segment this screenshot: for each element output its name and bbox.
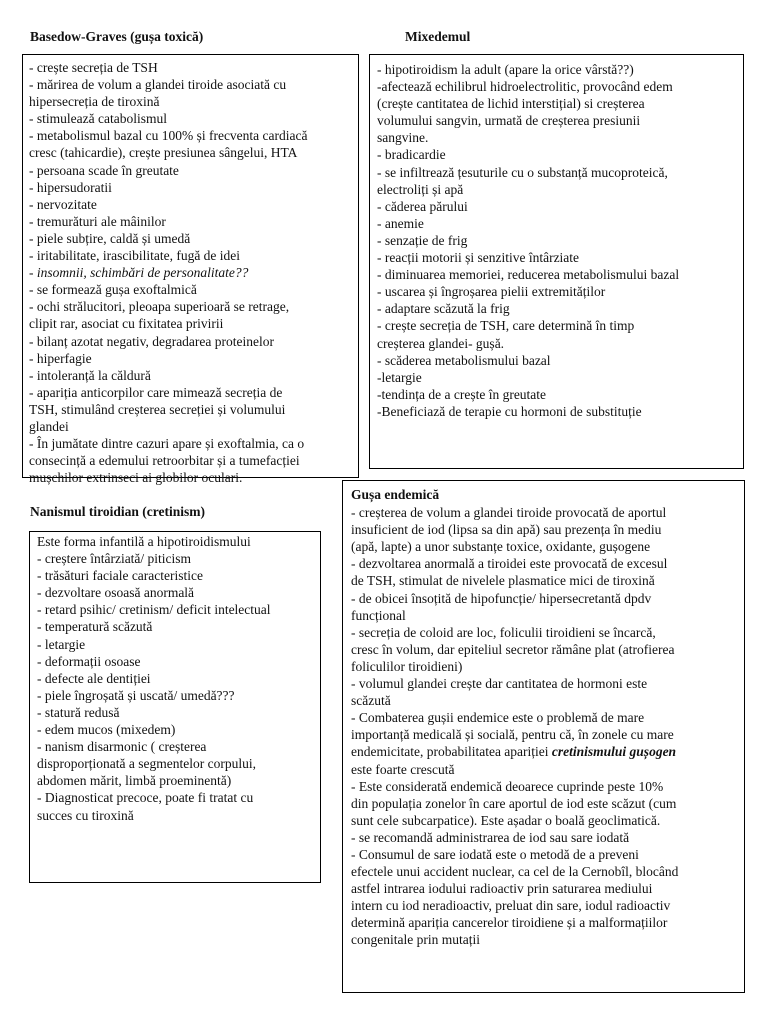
basedow-line: clipit rar, asociat cu fixitatea privirii: [29, 316, 224, 332]
mixedem-line: - senzație de frig: [377, 232, 468, 248]
nanism-line: - trăsături faciale caracteristice: [37, 568, 204, 584]
mixedem-line: -letargie: [377, 369, 422, 385]
basedow-line: - hiperfagie: [29, 350, 92, 366]
mixedem-line: - reacții motorii și senzitive întârziate: [377, 250, 580, 266]
gusa-line: - Este considerată endemică deoarece cuprinde peste 10%: [351, 778, 664, 794]
nanism-line: - nanism disarmonic ( creșterea: [37, 739, 207, 755]
gusa-line-text: endemicitate, probabilitatea apariției: [351, 744, 552, 760]
gusa-line: importanță medicală și socială, pentru că, în zonele cu mare: [351, 727, 674, 743]
nanism-line: - letargie: [37, 636, 86, 652]
mixedem-line: -tendința de a crește în greutate: [377, 386, 547, 402]
mixedem-line: creșterea glandei- gușă.: [377, 335, 505, 351]
gusa-line: foliculilor tiroidieni): [351, 658, 463, 674]
gusa-line: congenitale prin mutații: [351, 932, 480, 948]
gusa-title: Gușa endemică: [351, 487, 440, 502]
mixedem-line: - diminuarea memoriei, reducerea metabolismului bazal: [377, 267, 680, 283]
basedow-line: - tremurături ale mâinilor: [29, 213, 166, 229]
mixedem-line: electroliți și apă: [377, 181, 464, 197]
basedow-box: [22, 54, 359, 486]
mixedem-line: sangvine.: [377, 130, 429, 146]
basedow-line: - nervozitate: [29, 196, 97, 212]
basedow-line: glandei: [29, 418, 69, 434]
gusa-line: funcțional: [351, 607, 406, 623]
mixedem-line: -afectează echilibrul hidroelectrolitic, provocând edem: [377, 79, 673, 95]
basedow-line: - piele subțire, caldă și umedă: [29, 230, 191, 246]
mixedem-line: volumului sangvin, urmată de creșterea presiunii: [377, 113, 641, 129]
nanism-line: - retard psihic/ cretinism/ deficit intelectual: [37, 602, 271, 618]
gusa-line: - se recomandă administrarea de iod sau sare iodată: [351, 829, 630, 845]
nanism-line: - edem mucos (mixedem): [37, 722, 176, 738]
basedow-line: - metabolismul bazal cu 100% și frecventa cardiacă: [29, 128, 308, 144]
mixedem-box: [369, 54, 744, 469]
basedow-line: - ochi strălucitori, pleoapa superioară se retrage,: [29, 299, 290, 315]
gusa-line: este foarte crescută: [351, 761, 455, 777]
nanism-line: disproporționată a segmentelor corpului,: [37, 756, 256, 772]
basedow-line: - intoleranță la căldură: [29, 367, 151, 383]
mixedem-line: - bradicardie: [377, 147, 446, 163]
basedow-line: - bilanț azotat negativ, degradarea proteinelor: [29, 333, 275, 349]
gusa-line-emphasis: cretinismului gușogen: [551, 744, 677, 760]
gusa-line: determină apariția cancerelor tiroidiene și a malformațiilor: [351, 915, 668, 931]
mixedem-title: Mixedemul: [405, 29, 471, 44]
mixedem-line: - hipotiroidism la adult (apare la orice vârstă??): [377, 62, 634, 77]
basedow-line: - persoana scade în greutate: [29, 162, 179, 178]
basedow-line: consecință a edemului retroorbitar și a tumefacției: [29, 453, 300, 469]
gusa-line: scăzută: [351, 693, 391, 709]
mixedem-line: - uscarea și îngroșarea pielii extremităților: [377, 284, 606, 300]
mixedem-line: (crește cantitatea de lichid interstițial) si creșterea: [377, 96, 645, 112]
gusa-line: din populația zonelor în care aportul de iod este scăzut (cum: [351, 795, 677, 811]
gusa-line: insuficient de iod (lipsa sa din apă) sau prezența în mediu: [351, 522, 662, 538]
basedow-line: hipersecreția de tiroxină: [29, 94, 160, 110]
gusa-line: - creșterea de volum a glandei tiroide provocată de aportul: [351, 505, 667, 521]
gusa-line: [351, 743, 744, 760]
basedow-line: TSH, stimulând creșterea secreției și volumului: [29, 401, 286, 417]
mixedem-line: - crește secreția de TSH, care determină în timp: [377, 318, 635, 334]
gusa-line: - secreția de coloid are loc, foliculii tiroidieni se încarcă,: [351, 624, 656, 640]
gusa-line: (apă, lapte) a unor substanțe toxice, oxidante, gușogene: [351, 539, 651, 555]
mixedem-line: - căderea părului: [377, 198, 468, 214]
gusa-line: - volumul glandei crește dar cantitatea de hormoni este: [351, 676, 648, 692]
nanism-line: - deformații osoase: [37, 653, 141, 669]
basedow-line: cresc (tahicardie), crește presiunea sângelui, HTA: [29, 145, 298, 161]
nanism-line: - creștere întârziată/ piticism: [37, 551, 192, 567]
basedow-line: - se formează gușa exoftalmică: [29, 282, 197, 298]
mixedem-line: - adaptare scăzută la frig: [377, 301, 510, 317]
basedow-line: mușchilor extrinseci ai globilor oculari.: [29, 470, 243, 486]
nanism-line: succes cu tiroxină: [37, 807, 134, 823]
nanism-line: - defecte ale dentiției: [37, 670, 151, 686]
gusa-line: efectele unui accident nuclear, ca cel de la Cernobîl, blocând: [351, 864, 679, 880]
basedow-line: - stimulează catabolismul: [29, 111, 167, 127]
gusa-line: intern cu iod neradioactiv, preluat din sare, iodul radioactiv: [351, 898, 671, 914]
basedow-line-italic: - insomnii, schimbări de personalitate??: [29, 265, 249, 281]
gusa-line: sunt cele subcarpatice). Este așadar o boală geoclimatică.: [351, 812, 661, 828]
gusa-line: de TSH, stimulat de nivelele plasmatice mici de tiroxină: [351, 573, 655, 589]
basedow-line: - mărirea de volum a glandei tiroide asociată cu: [29, 77, 287, 93]
basedow-title: Basedow-Graves (gușa toxică): [30, 29, 204, 44]
gusa-line: cresc în volum, dar epiteliul secretor rămâne plat (atrofierea: [351, 641, 675, 657]
nanism-title: Nanismul tiroidian (cretinism): [30, 504, 206, 519]
gusa-line: - Consumul de sare iodată este o metodă de a preveni: [351, 846, 639, 862]
mixedem-line: -Beneficiază de terapie cu hormoni de substituție: [377, 403, 642, 419]
nanism-box: [29, 531, 321, 883]
gusa-line: - dezvoltarea anormală a tiroidei este provocată de excesul: [351, 556, 668, 572]
basedow-line: - În jumătate dintre cazuri apare și exoftalmia, ca o: [29, 436, 305, 452]
basedow-line: - crește secreția de TSH: [29, 60, 158, 75]
nanism-line: - dezvoltare osoasă anormală: [37, 585, 195, 601]
gusa-line: astfel intrarea iodului radioactiv prin saturarea mediului: [351, 881, 653, 897]
nanism-line: - piele îngroșată și uscată/ umedă???: [37, 687, 235, 703]
basedow-line: - apariția anticorpilor care mimează secreția de: [29, 384, 283, 400]
gusa-box: [342, 480, 745, 993]
nanism-line: - Diagnosticat precoce, poate fi tratat cu: [37, 790, 254, 806]
mixedem-line: - scăderea metabolismului bazal: [377, 352, 551, 368]
basedow-line: - hipersudoratii: [29, 179, 112, 195]
gusa-line: - Combaterea gușii endemice este o problemă de mare: [351, 710, 645, 726]
basedow-line: - iritabilitate, irascibilitate, fugă de idei: [29, 248, 241, 264]
gusa-line: - de obicei însoțită de hipofuncție/ hipersecretantă dpdv: [351, 590, 652, 606]
nanism-line: Este forma infantilă a hipotiroidismului: [37, 534, 251, 549]
mixedem-line: - anemie: [377, 215, 424, 231]
nanism-line: - temperatură scăzută: [37, 619, 153, 635]
mixedem-line: - se infiltrează țesuturile cu o substanță mucoproteică,: [377, 164, 668, 180]
nanism-line: abdomen mărit, limbă proeminentă): [37, 773, 232, 789]
nanism-line: - statură redusă: [37, 704, 120, 720]
